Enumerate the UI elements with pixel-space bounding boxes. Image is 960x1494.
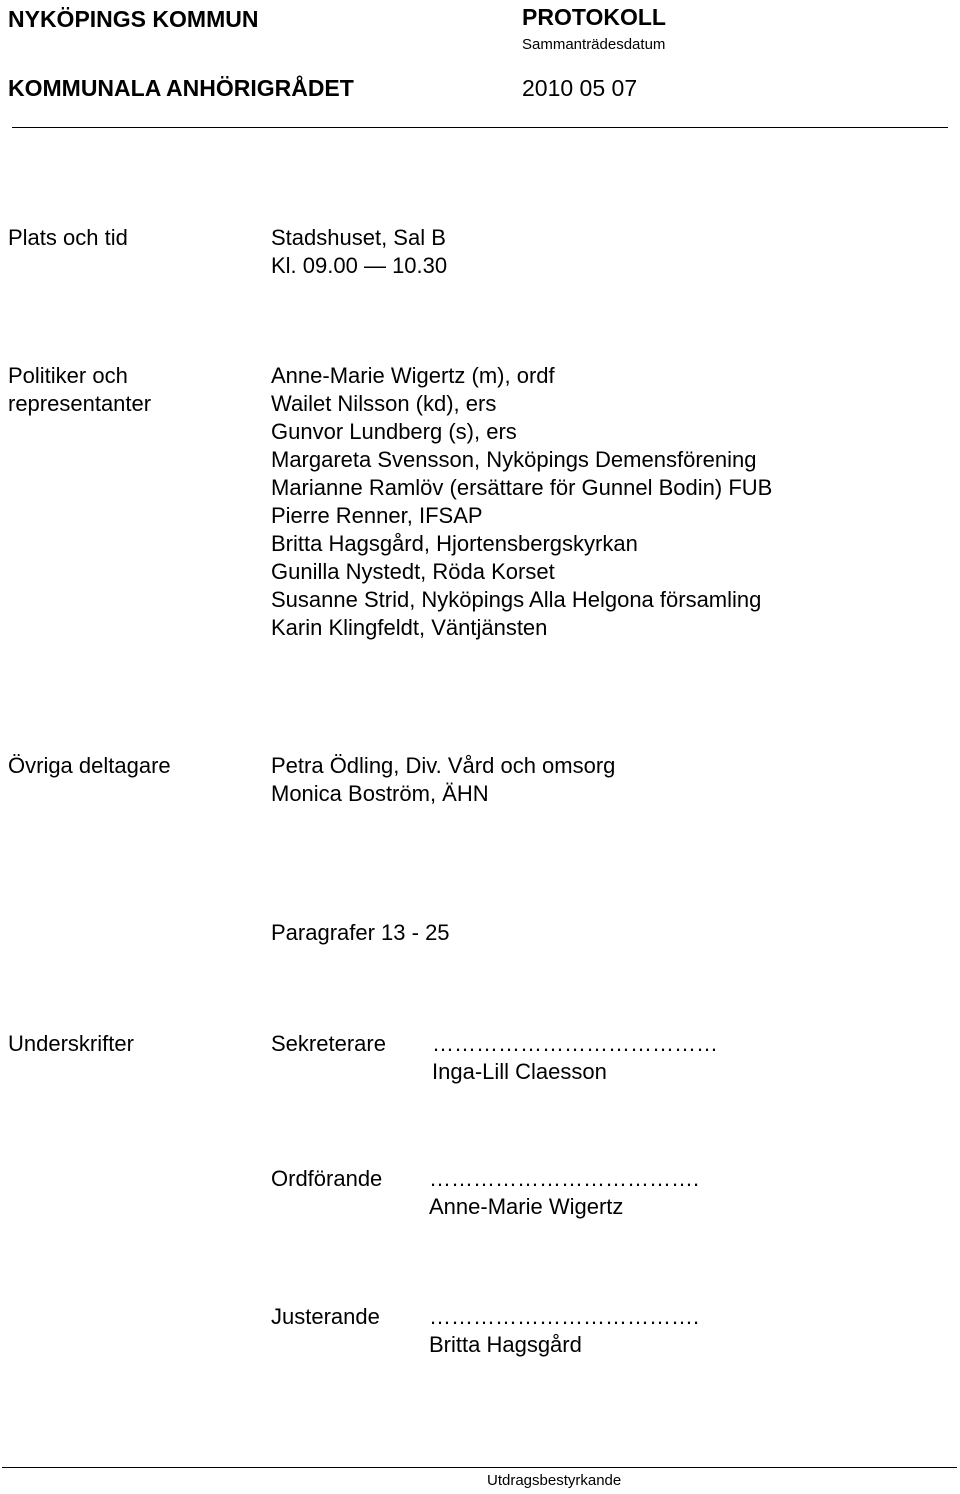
council-name: KOMMUNALA ANHÖRIGRÅDET [8,75,354,101]
organization-name: NYKÖPINGS KOMMUN [8,6,259,32]
header-divider [12,127,948,128]
politicians-label [8,362,151,418]
document-type: PROTOKOLL [522,4,666,30]
adjuster-name: Britta Hagsgård [429,1332,582,1357]
place-time-label: Plats och tid [8,225,128,250]
list-item: Susanne Strid, Nyköpings Alla Helgona församling [271,587,762,612]
adjuster-signature [429,1303,699,1359]
list-item: Britta Hagsgård, Hjortensbergskyrkan [271,531,638,556]
signature-line: ………………………………… [432,1031,718,1056]
list-item: Marianne Ramlöv (ersättare för Gunnel Bodin) FUB [271,475,773,500]
meeting-date-label: Sammanträdesdatum [522,36,666,53]
chair-name: Anne-Marie Wigertz [429,1194,624,1219]
list-item: Gunilla Nystedt, Röda Korset [271,559,555,584]
footer-divider [2,1467,957,1468]
secretary-name: Inga-Lill Claesson [432,1059,607,1084]
certification-label: Utdragsbestyrkande [487,1472,622,1489]
list-item: Anne-Marie Wigertz (m), ordf [271,363,555,388]
list-item: Margareta Svensson, Nyköpings Demensförening [271,447,757,472]
adjuster-role: Justerande [271,1304,380,1329]
signature-line: ………………………………. [429,1166,700,1191]
list-item: Petra Ödling, Div. Vård och omsorg [271,753,616,778]
list-item: Gunvor Lundberg (s), ers [271,419,517,444]
politicians-label-line2: representanter [8,391,152,416]
list-item: Monica Boström, ÄHN [271,781,489,806]
secretary-role: Sekreterare [271,1031,386,1056]
place-time-block [271,224,447,280]
chair-role: Ordförande [271,1166,383,1191]
signatures-label: Underskrifter [8,1031,134,1056]
meeting-date: 2010 05 07 [522,75,638,101]
others-label: Övriga deltagare [8,753,171,778]
politicians-label-line1: Politiker och [8,363,128,388]
politicians-list [271,362,772,642]
list-item: Wailet Nilsson (kd), ers [271,391,497,416]
list-item: Pierre Renner, IFSAP [271,503,483,528]
paragraphs-range: Paragrafer 13 - 25 [271,920,450,945]
meeting-time: Kl. 09.00 — 10.30 [271,253,448,278]
secretary-signature [432,1030,718,1086]
chair-signature [429,1165,699,1221]
meeting-location: Stadshuset, Sal B [271,225,446,250]
others-list [271,752,615,808]
list-item: Karin Klingfeldt, Väntjänsten [271,615,548,640]
signature-line: ………………………………. [429,1304,700,1329]
